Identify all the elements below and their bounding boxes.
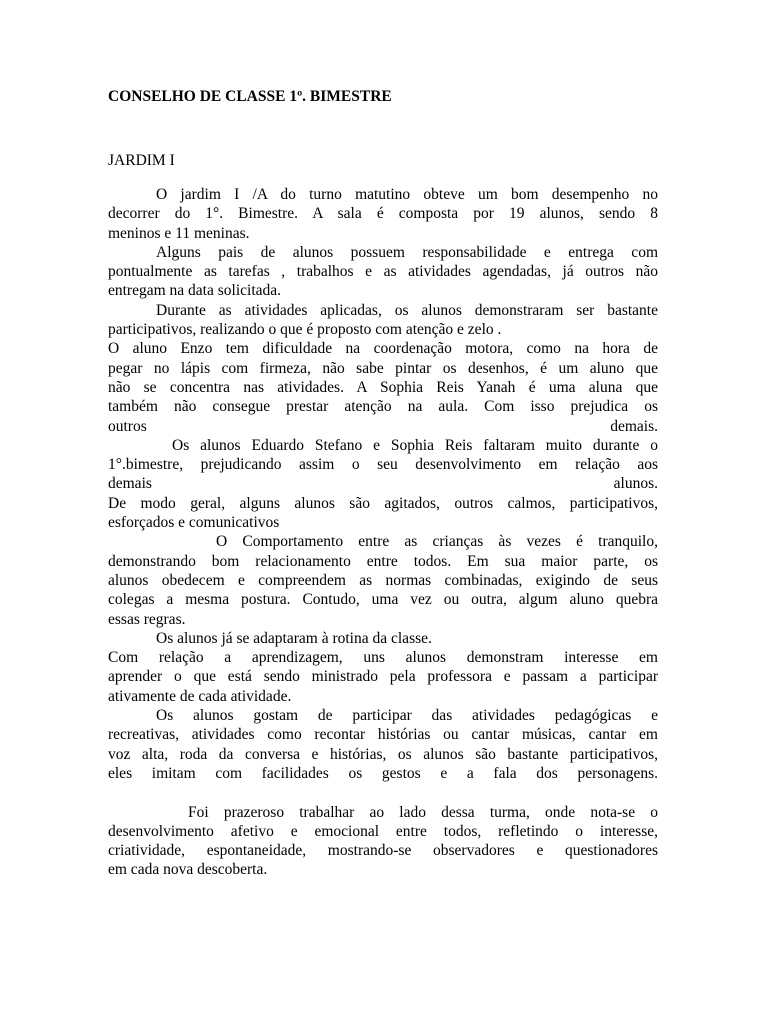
document-title: CONSELHO DE CLASSE 1º. BIMESTRE — [108, 88, 392, 105]
text-line: criatividade, espontaneidade, mostrando-se observadores e questionadores — [108, 842, 658, 860]
text-line: Com relação a aprendizagem, uns alunos demonstram interesse em — [108, 649, 658, 667]
text-line: outros demais. — [108, 417, 658, 435]
text-line: O Comportamento entre as crianças às vezes é tranquilo, — [216, 533, 658, 551]
text-line: Os alunos gostam de participar das atividades pedagógicas e — [156, 707, 658, 725]
text-line: colegas a mesma postura. Contudo, uma vez ou outra, algum aluno quebra — [108, 591, 658, 609]
text-line: decorrer do 1°. Bimestre. A sala é composta por 19 alunos, sendo 8 — [108, 205, 658, 223]
text-line: também não consegue prestar atenção na aula. Com isso prejudica os — [108, 398, 658, 416]
report-body — [108, 185, 658, 880]
section-heading: JARDIM I — [108, 152, 175, 169]
text-line: esforçados e comunicativos — [108, 514, 280, 532]
text-line: Os alunos Eduardo Stefano e Sophia Reis faltaram muito durante o — [172, 436, 658, 454]
text-line: pontualmente as tarefas , trabalhos e as atividades agendadas, já outros não — [108, 263, 658, 281]
text-line: voz alta, roda da conversa e histórias, os alunos são bastante participativos, — [108, 745, 658, 763]
text-line: demais alunos. — [108, 475, 658, 493]
text-line: eles imitam com facilidades os gestos e a fala dos personagens. — [108, 764, 658, 782]
text-line: aprender o que está sendo ministrado pela professora e passam a participar — [108, 668, 658, 686]
text-line: Foi prazeroso trabalhar ao lado dessa turma, onde nota-se o — [188, 803, 658, 821]
text-line: meninos e 11 meninas. — [108, 224, 250, 242]
text-line: não se concentra nas atividades. A Sophia Reis Yanah é uma aluna que — [108, 378, 658, 396]
text-line: O jardim I /A do turno matutino obteve um bom desempenho no — [156, 186, 658, 203]
paragraph-gap — [108, 783, 658, 802]
text-line: De modo geral, alguns alunos são agitados, outros calmos, participativos, — [108, 494, 658, 512]
text-line: alunos obedecem e compreendem as normas combinadas, exigindo de seus — [108, 571, 658, 589]
text-line: O aluno Enzo tem dificuldade na coordenação motora, como na hora de — [108, 340, 658, 358]
text-line: em cada nova descoberta. — [108, 861, 268, 879]
text-line: ativamente de cada atividade. — [108, 687, 292, 705]
text-line: essas regras. — [108, 610, 186, 628]
text-line: recreativas, atividades como recontar histórias ou cantar músicas, cantar em — [108, 726, 658, 744]
text-line: Os alunos já se adaptaram à rotina da classe. — [156, 629, 432, 647]
text-line: demonstrando bom relacionamento entre todos. Em sua maior parte, os — [108, 552, 658, 570]
text-line: participativos, realizando o que é proposto com atenção e zelo . — [108, 321, 502, 339]
text-line: 1°.bimestre, prejudicando assim o seu desenvolvimento em relação aos — [108, 456, 658, 474]
text-line: Alguns pais de alunos possuem responsabilidade e entrega com — [156, 243, 658, 261]
text-line: Durante as atividades aplicadas, os alunos demonstraram ser bastante — [156, 301, 658, 319]
text-line: entregam na data solicitada. — [108, 282, 282, 300]
text-line: desenvolvimento afetivo e emocional entre todos, refletindo o interesse, — [108, 822, 658, 840]
text-line: pegar no lápis com firmeza, não sabe pintar os desenhos, é um aluno que — [108, 359, 658, 377]
